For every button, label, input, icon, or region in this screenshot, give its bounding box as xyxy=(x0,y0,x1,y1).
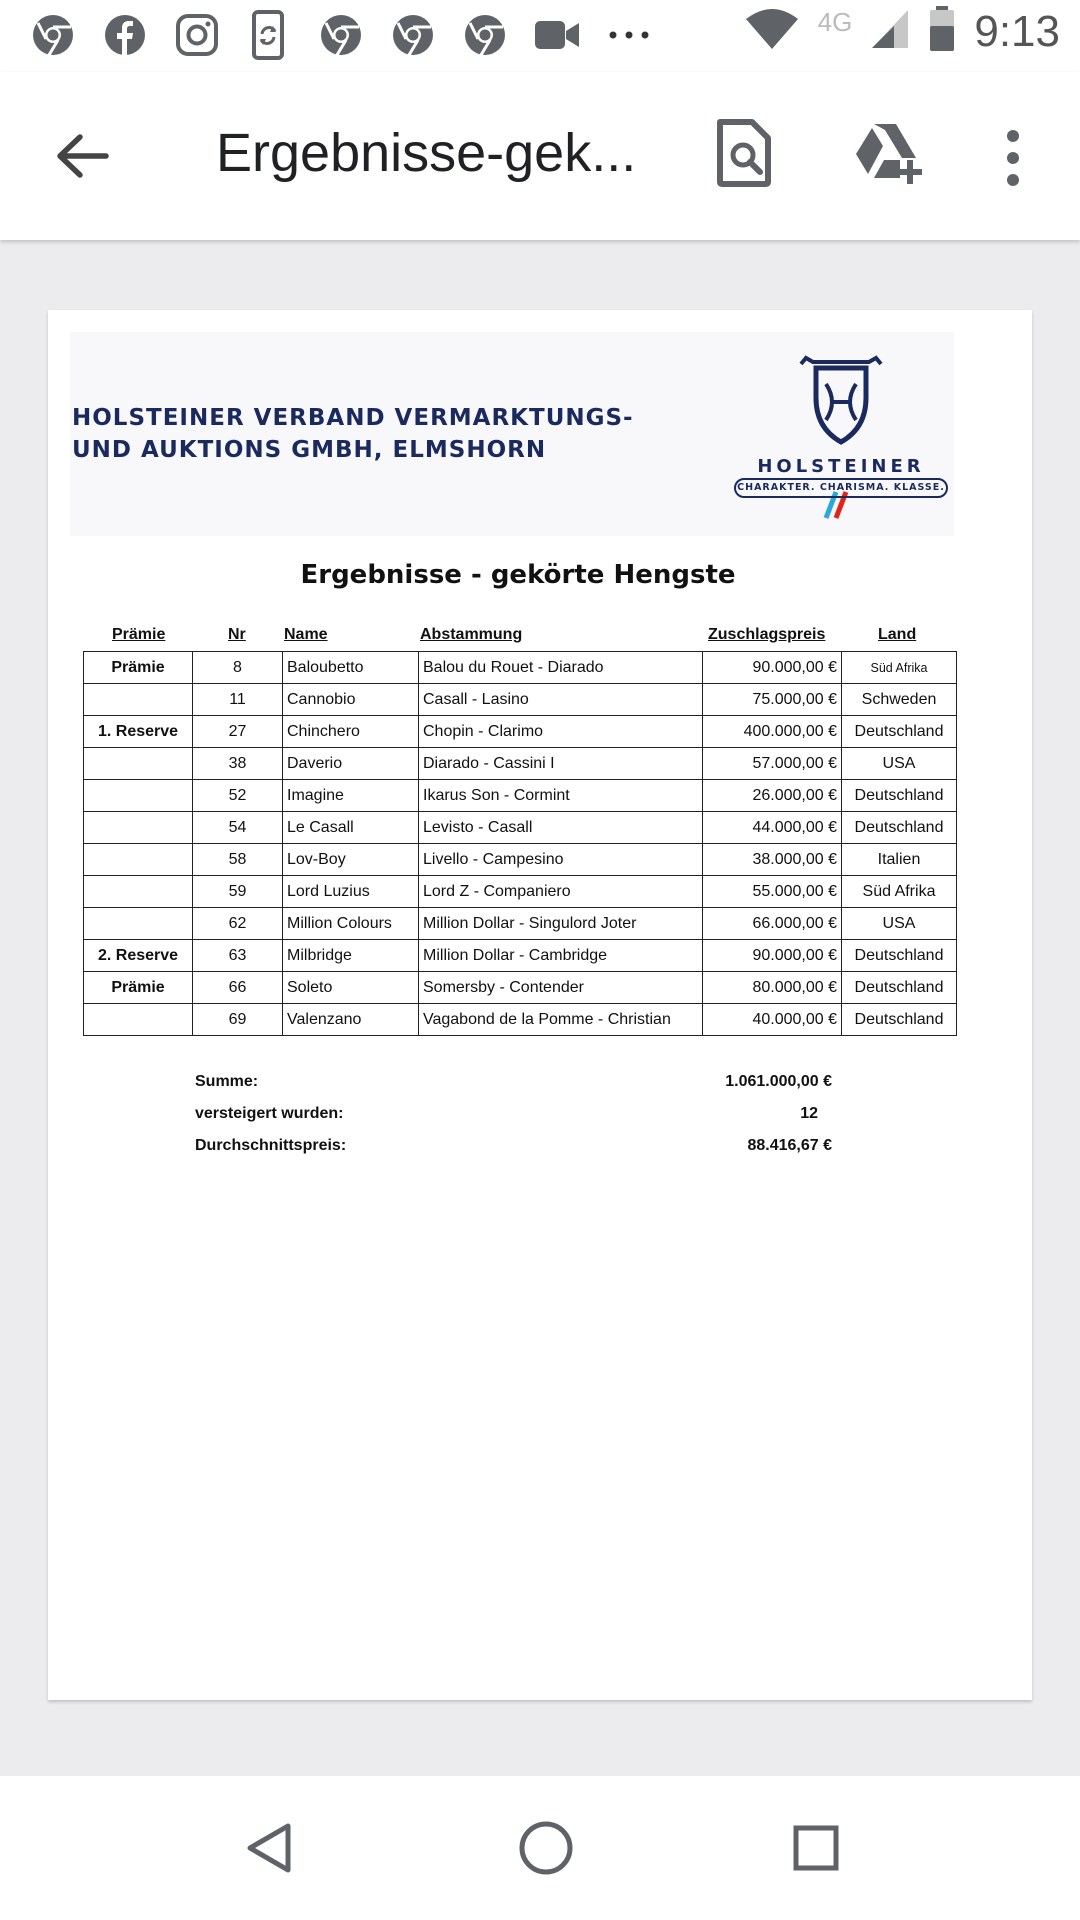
cell-nr: 27 xyxy=(193,716,283,748)
network-type: 4G xyxy=(817,7,853,37)
cell-praemie xyxy=(84,1004,193,1036)
cell-preis: 40.000,00 € xyxy=(703,1004,842,1036)
cell-nr: 63 xyxy=(193,940,283,972)
cell-nr: 52 xyxy=(193,780,283,812)
cell-preis: 90.000,00 € xyxy=(703,940,842,972)
column-header-praemie: Prämie xyxy=(112,626,166,643)
table-row xyxy=(84,876,957,908)
cell-praemie xyxy=(84,844,193,876)
logo-wordmark: HOLSTEINER xyxy=(757,456,925,477)
cell-praemie: Prämie xyxy=(84,652,193,684)
document-title: Ergebnisse-gek... xyxy=(216,123,637,183)
more-notifications-icon xyxy=(604,10,654,60)
app-bar xyxy=(0,72,1080,240)
cell-land: Italien xyxy=(842,844,957,876)
cell-nr: 62 xyxy=(193,908,283,940)
table-row xyxy=(84,844,957,876)
cell-land: Deutschland xyxy=(842,780,957,812)
cell-preis: 44.000,00 € xyxy=(703,812,842,844)
cell-nr: 59 xyxy=(193,876,283,908)
cell-name: Lov-Boy xyxy=(283,844,419,876)
chrome-icon xyxy=(460,10,510,60)
cell-abstammung: Million Dollar - Singulord Joter xyxy=(419,908,703,940)
wifi-icon xyxy=(744,7,800,56)
cell-name: Valenzano xyxy=(283,1004,419,1036)
cell-name: Le Casall xyxy=(283,812,419,844)
cell-nr: 11 xyxy=(193,684,283,716)
cell-land: Süd Afrika xyxy=(842,652,957,684)
more-vert-icon xyxy=(996,128,1030,188)
column-header-name: Name xyxy=(284,626,328,643)
cell-abstammung: Million Dollar - Cambridge xyxy=(419,940,703,972)
cell-nr: 66 xyxy=(193,972,283,1004)
column-header-abstammung: Abstammung xyxy=(420,626,523,643)
cell-preis: 66.000,00 € xyxy=(703,908,842,940)
table-row xyxy=(84,1004,957,1036)
company-name xyxy=(72,402,634,466)
table-row xyxy=(84,780,957,812)
chrome-icon xyxy=(28,10,78,60)
notification-icons xyxy=(28,10,654,60)
nav-home-icon xyxy=(516,1818,576,1878)
company-name-line-1: HOLSTEINER VERBAND VERMARKTUNGS- xyxy=(72,405,634,431)
durchschnittspreis-value: 88.416,67 € xyxy=(747,1137,832,1154)
add-to-drive-button[interactable] xyxy=(852,120,924,186)
cell-abstammung: Vagabond de la Pomme - Christian xyxy=(419,1004,703,1036)
nav-home-button[interactable] xyxy=(516,1818,576,1878)
table-row xyxy=(84,972,957,1004)
cell-abstammung: Livello - Campesino xyxy=(419,844,703,876)
cell-preis: 400.000,00 € xyxy=(703,716,842,748)
add-to-drive-icon xyxy=(852,120,924,186)
cell-land: Schweden xyxy=(842,684,957,716)
status-bar xyxy=(0,0,1080,72)
video-camera-icon xyxy=(532,10,582,60)
cell-preis: 57.000,00 € xyxy=(703,748,842,780)
facebook-icon xyxy=(100,10,150,60)
cell-abstammung: Chopin - Clarimo xyxy=(419,716,703,748)
cell-land: Deutschland xyxy=(842,716,957,748)
table-row xyxy=(84,812,957,844)
nav-back-icon xyxy=(242,1820,298,1876)
navigation-bar xyxy=(0,1776,1080,1920)
cell-land: USA xyxy=(842,908,957,940)
cell-praemie xyxy=(84,876,193,908)
table-row xyxy=(84,716,957,748)
cell-name: Daverio xyxy=(283,748,419,780)
cell-land: Deutschland xyxy=(842,972,957,1004)
cell-praemie xyxy=(84,684,193,716)
company-name-line-2: UND AUKTIONS GMBH, ELMSHORN xyxy=(72,437,547,463)
cell-praemie xyxy=(84,908,193,940)
cell-abstammung: Levisto - Casall xyxy=(419,812,703,844)
versteigert-label: versteigert wurden: xyxy=(195,1105,344,1122)
cell-abstammung: Lord Z - Companiero xyxy=(419,876,703,908)
find-in-document-button[interactable] xyxy=(714,118,774,188)
find-in-page-icon xyxy=(714,118,774,188)
instagram-icon xyxy=(172,10,222,60)
results-table-body xyxy=(84,652,957,1036)
cell-land: Deutschland xyxy=(842,940,957,972)
nav-recents-icon xyxy=(788,1820,844,1876)
table-row xyxy=(84,748,957,780)
cell-land: Deutschland xyxy=(842,812,957,844)
nav-recents-button[interactable] xyxy=(788,1820,844,1876)
cell-abstammung: Somersby - Contender xyxy=(419,972,703,1004)
cell-preis: 75.000,00 € xyxy=(703,684,842,716)
cell-nr: 38 xyxy=(193,748,283,780)
report-title: Ergebnisse - gekörte Hengste xyxy=(300,560,736,590)
logo-tagline: CHARAKTER. CHARISMA. KLASSE. xyxy=(734,478,948,498)
table-row xyxy=(84,908,957,940)
cell-abstammung: Ikarus Son - Cormint xyxy=(419,780,703,812)
table-row xyxy=(84,940,957,972)
cell-preis: 26.000,00 € xyxy=(703,780,842,812)
column-header-zuschlagspreis: Zuschlagspreis xyxy=(708,626,826,643)
cell-nr: 58 xyxy=(193,844,283,876)
cell-praemie xyxy=(84,748,193,780)
arrow-back-icon xyxy=(52,126,112,186)
cell-name: Soleto xyxy=(283,972,419,1004)
table-row xyxy=(84,652,957,684)
chrome-icon xyxy=(388,10,438,60)
cell-name: Lord Luzius xyxy=(283,876,419,908)
cell-praemie xyxy=(84,780,193,812)
results-table xyxy=(83,651,957,1036)
cell-preis: 90.000,00 € xyxy=(703,652,842,684)
table-row xyxy=(84,684,957,716)
durchschnittspreis-label: Durchschnittspreis: xyxy=(195,1137,347,1154)
column-header-nr: Nr xyxy=(228,626,246,643)
cell-name: Imagine xyxy=(283,780,419,812)
cell-name: Chinchero xyxy=(283,716,419,748)
holsteiner-logo xyxy=(728,350,954,530)
cell-abstammung: Diarado - Cassini I xyxy=(419,748,703,780)
clock: 9:13 xyxy=(974,6,1060,56)
document-page xyxy=(48,310,1032,1700)
cell-nr: 54 xyxy=(193,812,283,844)
phone-sync-icon xyxy=(244,10,294,60)
cell-land: Süd Afrika xyxy=(842,876,957,908)
cell-nr: 69 xyxy=(193,1004,283,1036)
cell-abstammung: Casall - Lasino xyxy=(419,684,703,716)
cell-name: Baloubetto xyxy=(283,652,419,684)
nav-back-button[interactable] xyxy=(242,1820,298,1876)
cell-name: Cannobio xyxy=(283,684,419,716)
cell-praemie xyxy=(84,812,193,844)
system-status xyxy=(744,6,1060,57)
cell-land: Deutschland xyxy=(842,1004,957,1036)
letterhead xyxy=(70,332,954,536)
cell-praemie: Prämie xyxy=(84,972,193,1004)
cell-preis: 38.000,00 € xyxy=(703,844,842,876)
cell-name: Milbridge xyxy=(283,940,419,972)
cell-preis: 55.000,00 € xyxy=(703,876,842,908)
chrome-icon xyxy=(316,10,366,60)
cell-preis: 80.000,00 € xyxy=(703,972,842,1004)
column-header-land: Land xyxy=(878,626,917,643)
cell-nr: 8 xyxy=(193,652,283,684)
versteigert-value: 12 xyxy=(800,1105,818,1122)
more-options-button[interactable] xyxy=(996,128,1030,188)
cell-praemie: 1. Reserve xyxy=(84,716,193,748)
cell-name: Million Colours xyxy=(283,908,419,940)
cell-land: USA xyxy=(842,748,957,780)
summe-label: Summe: xyxy=(195,1073,259,1090)
holsteiner-emblem-icon xyxy=(728,350,954,530)
battery-icon xyxy=(928,6,956,57)
cell-abstammung: Balou du Rouet - Diarado xyxy=(419,652,703,684)
back-button[interactable] xyxy=(52,126,112,186)
cell-praemie: 2. Reserve xyxy=(84,940,193,972)
summe-value: 1.061.000,00 € xyxy=(725,1073,832,1090)
signal-icon xyxy=(870,8,910,55)
